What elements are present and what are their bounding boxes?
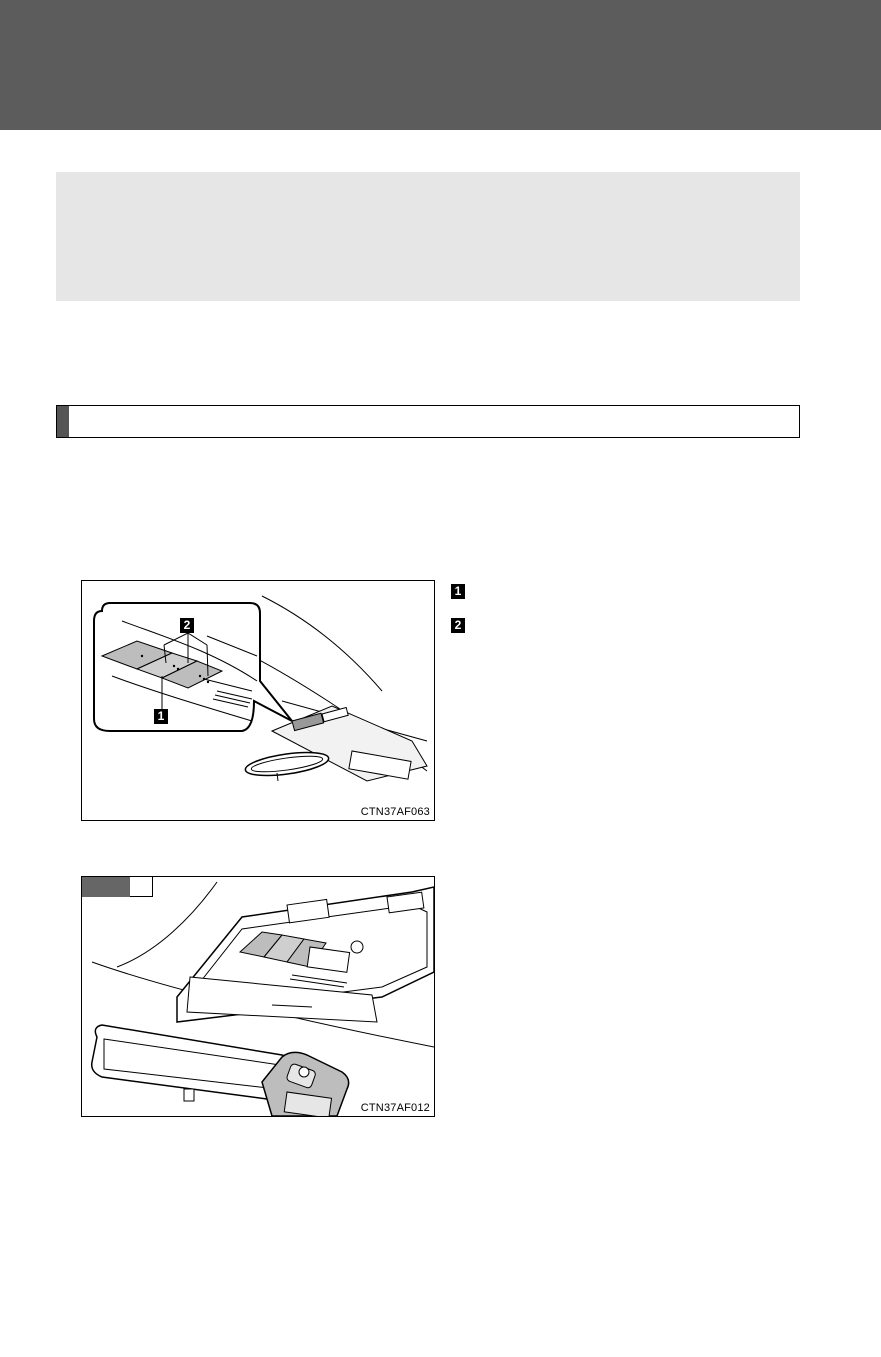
section-heading-marker	[57, 406, 69, 437]
info-box	[56, 172, 800, 301]
figure-code: CTN37AF063	[360, 806, 430, 818]
header-banner	[0, 0, 881, 130]
illustration-overhead-console-buttons	[81, 580, 435, 821]
legend-item-1	[451, 582, 465, 600]
legend-number-badge: 2	[451, 618, 465, 633]
illustration-remote-near-console	[81, 876, 435, 1117]
legend-item-2	[451, 616, 465, 634]
callout-2-badge: 2	[180, 618, 194, 633]
figure-code: CTN37AF012	[360, 1102, 430, 1114]
callout-1-badge: 1	[154, 709, 168, 724]
section-heading-bar	[56, 405, 800, 438]
legend-number-badge: 1	[451, 584, 465, 599]
